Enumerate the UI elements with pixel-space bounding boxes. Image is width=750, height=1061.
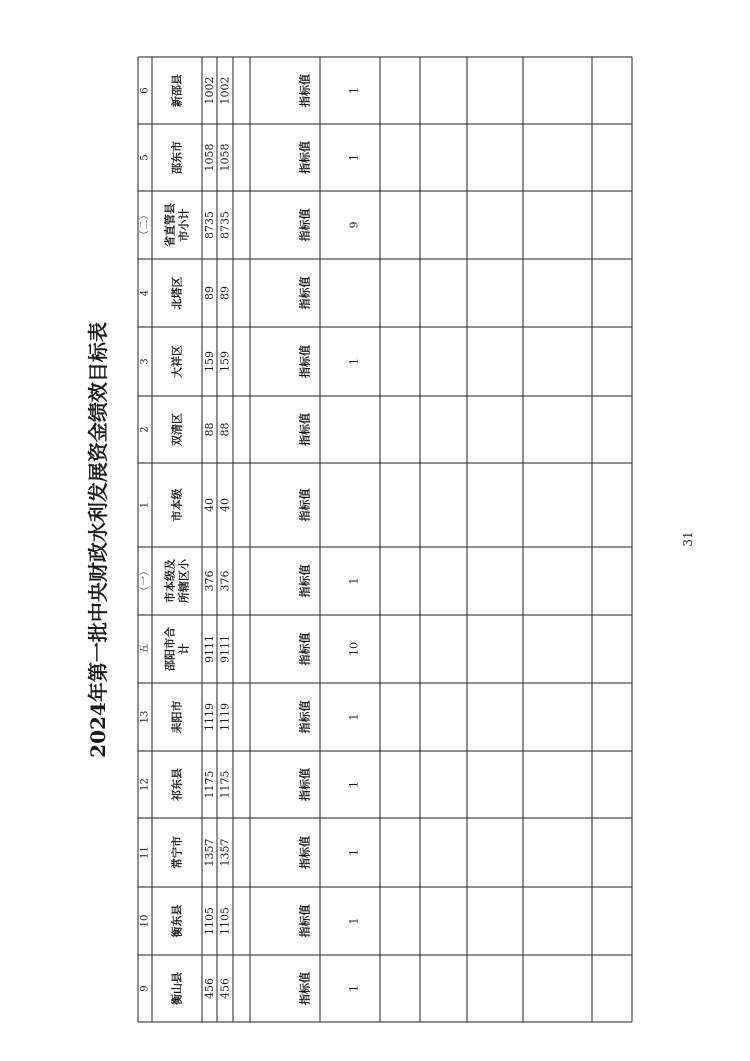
indicator-label: 指标值: [298, 972, 312, 1005]
region-name: 大祥区: [170, 345, 184, 378]
region-name: 邵东市: [170, 141, 184, 174]
fund-amount: 8735: [203, 211, 216, 239]
fund-amount: 1175: [203, 770, 216, 799]
column-number: 6: [139, 87, 151, 94]
region-name: 双清区: [170, 413, 184, 446]
column-number: 3: [139, 358, 151, 365]
target-value: 1: [347, 849, 361, 856]
target-value: 1: [347, 358, 361, 365]
fund-amount: 40: [218, 498, 232, 512]
fund-amount: 1058: [203, 143, 216, 172]
fund-amount: 456: [218, 978, 232, 999]
target-value: 1: [347, 917, 361, 925]
region-name: 衡东县: [170, 904, 184, 938]
indicator-label: 指标值: [298, 141, 312, 174]
fund-amount: 1058: [218, 143, 232, 172]
fund-amount: 88: [203, 422, 216, 437]
fund-amount: 1105: [218, 907, 232, 935]
column-number: 五: [139, 644, 151, 654]
document-title: 2024年第一批中央财政水利发展资金绩效目标表: [86, 322, 110, 758]
indicator-label: 指标值: [298, 904, 312, 938]
indicator-label: 指标值: [298, 564, 312, 598]
region-name: 衡山县: [170, 972, 184, 1005]
column-number: 9: [139, 985, 151, 992]
column-number: 13: [139, 710, 151, 724]
column-number: 2: [139, 426, 151, 433]
region-name: 市本级及: [163, 559, 177, 603]
indicator-label: 指标值: [298, 768, 312, 801]
target-value: 9: [347, 221, 361, 229]
fund-amount: 1002: [203, 76, 216, 105]
fund-amount: 89: [218, 286, 232, 300]
fund-amount: 1357: [203, 838, 216, 867]
fund-amount: 159: [203, 351, 216, 372]
region-name: 祁东县: [170, 768, 184, 801]
indicator-label: 指标值: [298, 413, 312, 446]
fund-amount: 1175: [218, 770, 232, 799]
region-name: 常宁市: [170, 836, 184, 869]
fund-amount: 1105: [203, 907, 216, 935]
fund-amount: 9111: [203, 635, 216, 663]
fund-amount: 1119: [218, 703, 232, 731]
region-name: 市小计: [177, 208, 191, 242]
fund-amount: 159: [218, 351, 232, 372]
region-name: 省直管县: [163, 203, 177, 247]
indicator-label: 指标值: [298, 632, 312, 666]
column-number: 4: [139, 289, 151, 297]
region-name: 北塔区: [170, 276, 184, 310]
target-value: 1: [347, 577, 361, 585]
indicator-label: 指标值: [298, 700, 312, 734]
column-number: 10: [139, 914, 151, 928]
fund-amount: 376: [218, 570, 232, 592]
column-number: 5: [139, 154, 151, 161]
indicator-label: 指标值: [298, 488, 312, 522]
indicator-label: 指标值: [298, 276, 312, 310]
region-name: 计: [177, 643, 191, 655]
fund-amount: 89: [203, 286, 216, 300]
target-value: 1: [347, 713, 361, 721]
target-value: 1: [347, 781, 361, 788]
target-value: 10: [347, 642, 361, 656]
fund-amount: 1357: [218, 838, 232, 867]
fund-amount: 376: [203, 570, 216, 592]
fund-amount: 88: [218, 422, 232, 437]
indicator-label: 指标值: [298, 208, 312, 242]
column-number: 12: [139, 778, 151, 791]
fund-amount: 456: [203, 978, 216, 999]
target-value: 1: [347, 87, 361, 94]
indicator-label: 指标值: [298, 74, 312, 107]
fund-amount: 8735: [218, 211, 232, 239]
column-number: 11: [139, 846, 151, 859]
column-number: （一）: [139, 566, 151, 596]
column-number: 1: [139, 501, 151, 509]
indicator-label: 指标值: [298, 836, 312, 869]
region-name: 所辖区小: [177, 559, 191, 603]
region-name: 市本级: [170, 488, 184, 522]
region-name: 耒阳市: [170, 700, 184, 734]
fund-amount: 1119: [203, 703, 216, 731]
fund-amount: 40: [203, 498, 216, 512]
fund-amount: 9111: [218, 635, 232, 663]
target-value: 1: [347, 154, 361, 161]
indicator-label: 指标值: [298, 345, 312, 378]
fund-amount: 1002: [218, 76, 232, 105]
region-name: 新邵县: [170, 74, 184, 107]
region-name: 邵阳市合: [163, 627, 177, 671]
page-number: 31: [681, 531, 695, 547]
column-number: （二）: [139, 210, 151, 240]
target-value: 1: [347, 985, 361, 992]
